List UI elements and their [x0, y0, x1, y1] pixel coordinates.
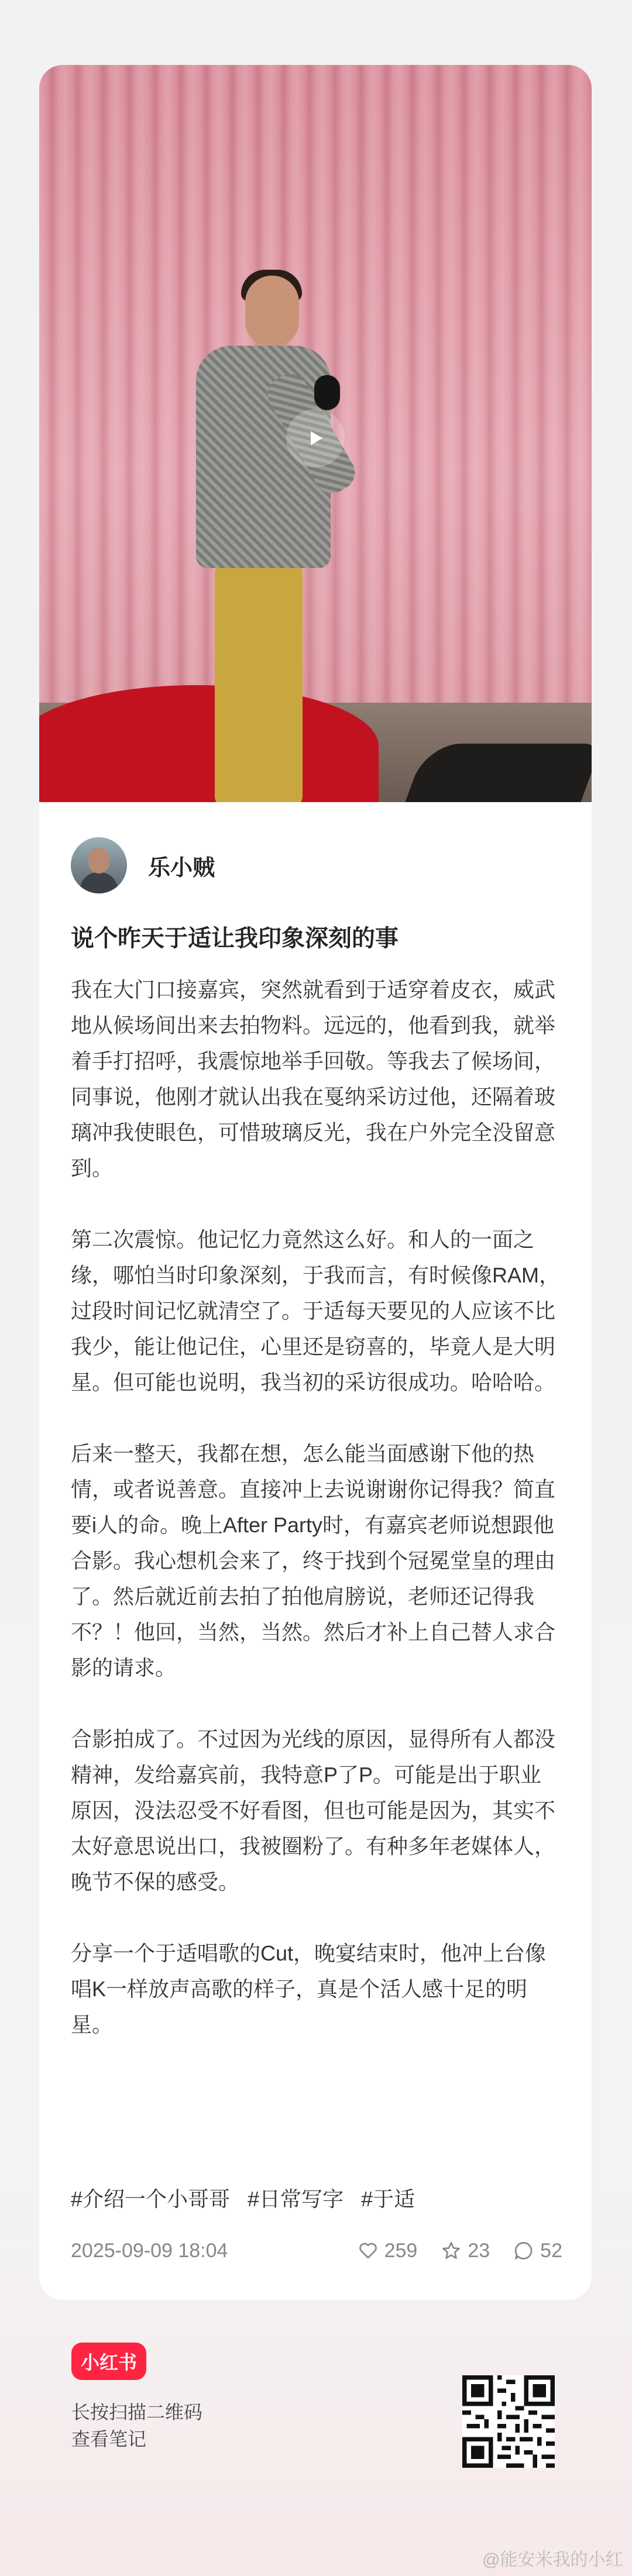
- footer-line: 查看笔记: [71, 2429, 147, 2450]
- microphone: [314, 375, 340, 410]
- comment-count: 52: [540, 2239, 562, 2262]
- play-button[interactable]: [286, 409, 345, 467]
- collect-count: 23: [468, 2239, 490, 2262]
- post-date: 2025-09-09 18:04: [71, 2239, 228, 2262]
- paragraph: 第二次震惊。他记忆力竟然这么好。和人的一面之缘，哪怕当时印象深刻，于我而言，有时候像RAM，过段时间记忆就清空了。于适每天要见的人应该不比我少，能让他记住，心里还是窃喜的，毕竟人是大明星。但可能也说明，我当初的采访很成功。哈哈哈。: [71, 1227, 560, 1394]
- paragraph: 我在大门口接嘉宾，突然就看到于适穿着皮衣，威武地从候场间出来去拍物料。远远的，他看到我，就举着手打招呼，我震惊地举手回敬。等我去了候场间，同事说，他刚才就认出我在戛纳采访过他，还隔着玻璃冲我使眼色，可惜玻璃反光，我在户外完全没留意到。: [71, 978, 556, 1180]
- avatar-face: [88, 848, 109, 873]
- comment-icon: [513, 2240, 534, 2261]
- post-body: [71, 972, 562, 2078]
- post-video-cover[interactable]: [39, 65, 592, 802]
- avatar-body: [80, 872, 118, 893]
- heart-icon: [358, 2240, 379, 2261]
- play-icon: [304, 427, 327, 450]
- xiaohongshu-logo: 小红书: [71, 2343, 146, 2380]
- author-row[interactable]: [71, 837, 215, 893]
- paragraph: 合影拍成了。不过因为光线的原因，显得所有人都没精神，发给嘉宾前，我特意P了P。可能是出于职业原因，没法忍受不好看图，但也可能是因为，其实不太好意思说出口，我被圈粉了。有种多年老媒体人，晚节不保的感受。: [71, 1727, 556, 1894]
- author-name[interactable]: 乐小贼: [148, 855, 215, 881]
- meta-row: [71, 2238, 562, 2264]
- qr-code[interactable]: [462, 2375, 555, 2468]
- tag[interactable]: #日常写字: [248, 2187, 344, 2211]
- singer-head: [245, 276, 299, 346]
- like-stat[interactable]: [358, 2240, 418, 2262]
- footer-hint: [71, 2399, 202, 2453]
- comment-stat[interactable]: [513, 2240, 562, 2262]
- paragraph: 后来一整天，我都在想，怎么能当面感谢下他的热情，或者说善意。直接冲上去说谢谢你记得我？简直要i人的命。晚上After Party时，有嘉宾老师说想跟他合影。我心想机会来了，终于找到个冠冕堂皇的理由了。然后就近前去拍了拍他肩膀说，老师还记得我不？！他回，当然，当然。然后才补上自己替人求合影的请求。: [71, 1442, 556, 1680]
- avatar[interactable]: [71, 837, 127, 893]
- post-title: 说个昨天于适让我印象深刻的事: [71, 926, 399, 951]
- tag-list: [71, 2183, 415, 2213]
- singer-pants: [215, 562, 303, 802]
- star-icon: [441, 2240, 462, 2261]
- collect-stat[interactable]: [441, 2240, 490, 2262]
- watermark: @能安米我的小红: [482, 2550, 623, 2570]
- post-card: [39, 65, 592, 2300]
- tag[interactable]: #于适: [361, 2187, 415, 2211]
- footer-line: 长按扫描二维码: [71, 2402, 203, 2423]
- paragraph: 分享一个于适唱歌的Cut，晚宴结束时，他冲上台像唱K一样放声高歌的样子，真是个活人感十足的明星。: [71, 1941, 547, 2037]
- like-count: 259: [384, 2239, 418, 2262]
- tag[interactable]: #介绍一个小哥哥: [71, 2187, 231, 2211]
